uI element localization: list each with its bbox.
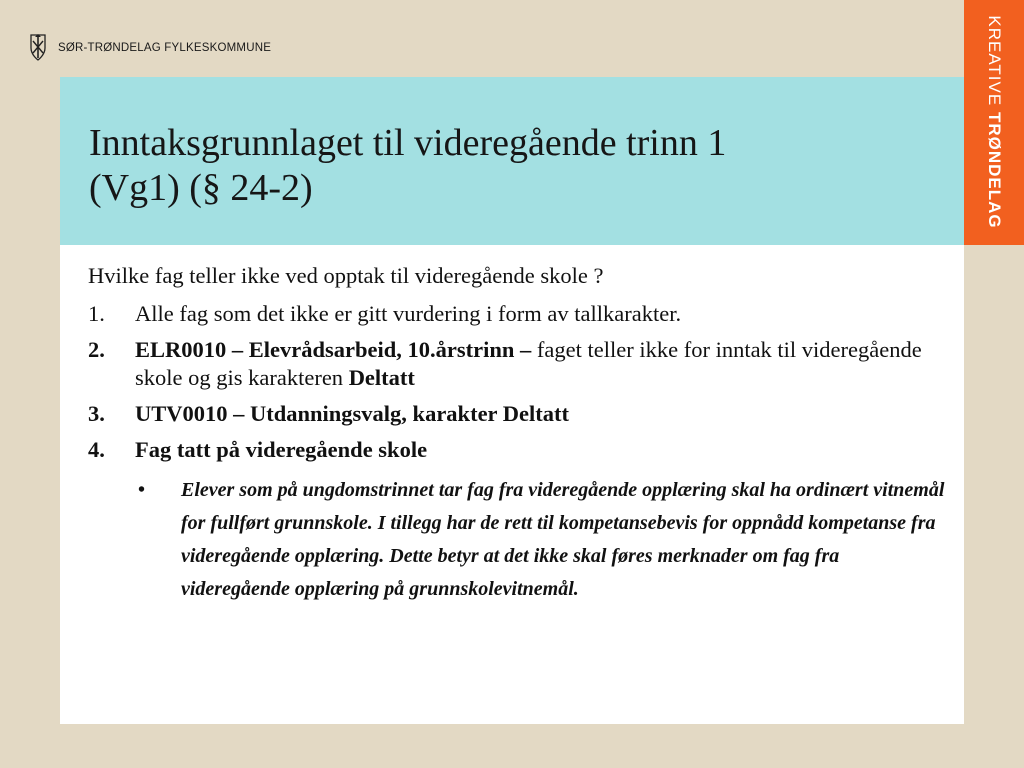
grade-label: Deltatt xyxy=(348,365,415,390)
list-item-text: Fag tatt på videregående skole xyxy=(135,437,428,462)
slide-title xyxy=(89,121,909,211)
list-number: 3. xyxy=(88,401,105,426)
list-number: 4. xyxy=(88,437,105,462)
brand-line-1: KREATIVE xyxy=(985,15,1004,107)
sub-bullet xyxy=(138,474,948,606)
list-item-text xyxy=(135,336,948,392)
organization-name: SØR-TRØNDELAG FYLKESKOMMUNE xyxy=(58,42,272,54)
course-code-utv0010: UTV0010 – Utdanningsvalg, karakter Deltatt xyxy=(135,401,569,426)
course-code-elr0010: ELR0010 – Elevrådsarbeid, 10.årstrinn – xyxy=(135,337,532,362)
list-item xyxy=(88,400,948,428)
list-number: 2. xyxy=(88,337,105,362)
list-item-text: Alle fag som det ikke er gitt vurdering i form av tallkarakter. xyxy=(135,301,682,326)
title-band xyxy=(60,77,964,245)
bullet-icon: • xyxy=(138,479,146,501)
list-item xyxy=(88,336,948,392)
slide-body xyxy=(88,262,948,606)
brand-line-2: TRØNDELAG xyxy=(985,111,1004,229)
list-item xyxy=(88,300,948,328)
brand-strip xyxy=(964,0,1024,245)
slide-title-line-1: Inntaksgrunnlaget til videregående trinn 1 xyxy=(89,122,727,164)
list-item-detail: faget teller ikke for inntak til videregående skole og gis karakteren xyxy=(135,337,922,390)
intro-question: Hvilke fag teller ikke ved opptak til videregående skole ? xyxy=(88,263,604,288)
organization-logo xyxy=(26,33,271,63)
slide-content-card xyxy=(60,77,964,724)
sub-bullet-text: Elever som på ungdomstrinnet tar fag fra videregående opplæring skal ha ordinært vitnemål for fullført grunnskole. I tillegg har de rett til kompetansebevis for oppnådd kompetanse fra videregående opplæring. Dette betyr at det ikke skal føres merknader om fag fra videregående opplæring på grunnskolevitnemål. xyxy=(181,479,945,600)
brand-label xyxy=(984,15,1004,228)
list-number: 1. xyxy=(88,301,105,326)
list-item xyxy=(88,436,948,464)
slide-title-line-2: (Vg1) (§ 24-2) xyxy=(89,167,313,209)
coat-of-arms-icon xyxy=(26,33,50,63)
